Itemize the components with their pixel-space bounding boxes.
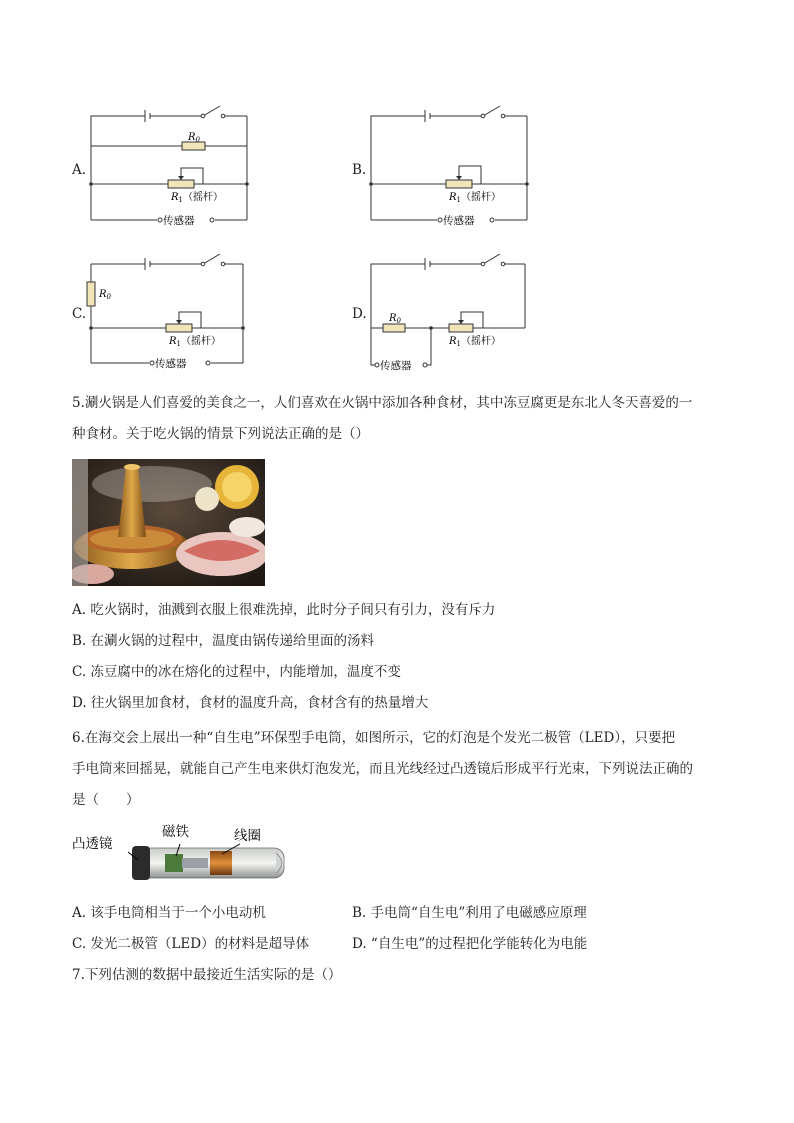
question-6-line-3: 是（ ） xyxy=(72,792,140,808)
r0-label: $R_0$ xyxy=(389,313,401,325)
question-5-line-1: 5.涮火锅是人们喜爱的美食之一，人们喜欢在火锅中添加各种食材，其中冻豆腐更是东北人冬天喜爱的一 xyxy=(72,395,693,411)
question-6-option-b[interactable]: B. 手电筒“自生电”利用了电磁感应原理 xyxy=(352,905,587,921)
flashlight-figure xyxy=(70,818,300,890)
option-a-label: A. xyxy=(72,162,87,178)
coil-label: 线圈 xyxy=(234,828,261,844)
r1-label: $R_1$（摇杆） xyxy=(449,192,501,204)
question-6-line-2: 手电筒来回摇晃，就能自己产生电来供灯泡发光，而且光线经过凸透镜后形成平行光束，下列说法正确的 xyxy=(72,761,693,777)
option-c-label: C. xyxy=(72,306,87,322)
question-5-option-c[interactable]: C. 冻豆腐中的冰在熔化的过程中，内能增加，温度不变 xyxy=(72,664,401,680)
question-5-option-d[interactable]: D. 往火锅里加食材，食材的温度升高，食材含有的热量增大 xyxy=(72,695,429,711)
r1-label: $R_1$（摇杆） xyxy=(449,336,501,348)
question-5-option-b[interactable]: B. 在涮火锅的过程中，温度由锅传递给里面的汤料 xyxy=(72,633,375,649)
question-6-option-c[interactable]: C. 发光二极管（LED）的材料是超导体 xyxy=(72,936,310,952)
r1-label: $R_1$（摇杆） xyxy=(169,336,221,348)
question-7-line-1: 7.下列估测的数据中最接近生活实际的是（） xyxy=(72,967,342,983)
question-6-option-d[interactable]: D. “自生电”的过程把化学能转化为电能 xyxy=(352,936,588,952)
r1-label: $R_1$（摇杆） xyxy=(171,192,223,204)
circuit-diagram-b xyxy=(365,100,535,228)
lens-label: 凸透镜 xyxy=(72,836,113,852)
question-6-line-1: 6.在海交会上展出一种“自生电”环保型手电筒，如图所示，它的灯泡是个发光二极管（LED），只要把 xyxy=(72,730,676,746)
hotpot-photo xyxy=(72,459,265,586)
sensor-label: 传感器 xyxy=(380,360,412,372)
sensor-label: 传感器 xyxy=(155,358,187,370)
question-5-line-2: 种食材。关于吃火锅的情景下列说法正确的是（） xyxy=(72,426,369,442)
magnet-label: 磁铁 xyxy=(162,824,189,840)
circuit-diagram-c xyxy=(85,248,255,376)
sensor-label: 传感器 xyxy=(443,215,475,227)
r0-label: $R_0$ xyxy=(99,289,111,301)
question-6-option-a[interactable]: A. 该手电筒相当于一个小电动机 xyxy=(72,905,266,921)
question-5-option-a[interactable]: A. 吃火锅时，油溅到衣服上很难洗掉，此时分子间只有引力，没有斥力 xyxy=(72,602,496,618)
option-b-label: B. xyxy=(352,162,367,178)
sensor-label: 传感器 xyxy=(163,215,195,227)
circuit-diagram-a xyxy=(85,100,255,228)
circuit-diagram-d xyxy=(365,248,535,376)
r0-label: $R_0$ xyxy=(188,132,200,144)
option-d-label: D. xyxy=(352,306,367,322)
